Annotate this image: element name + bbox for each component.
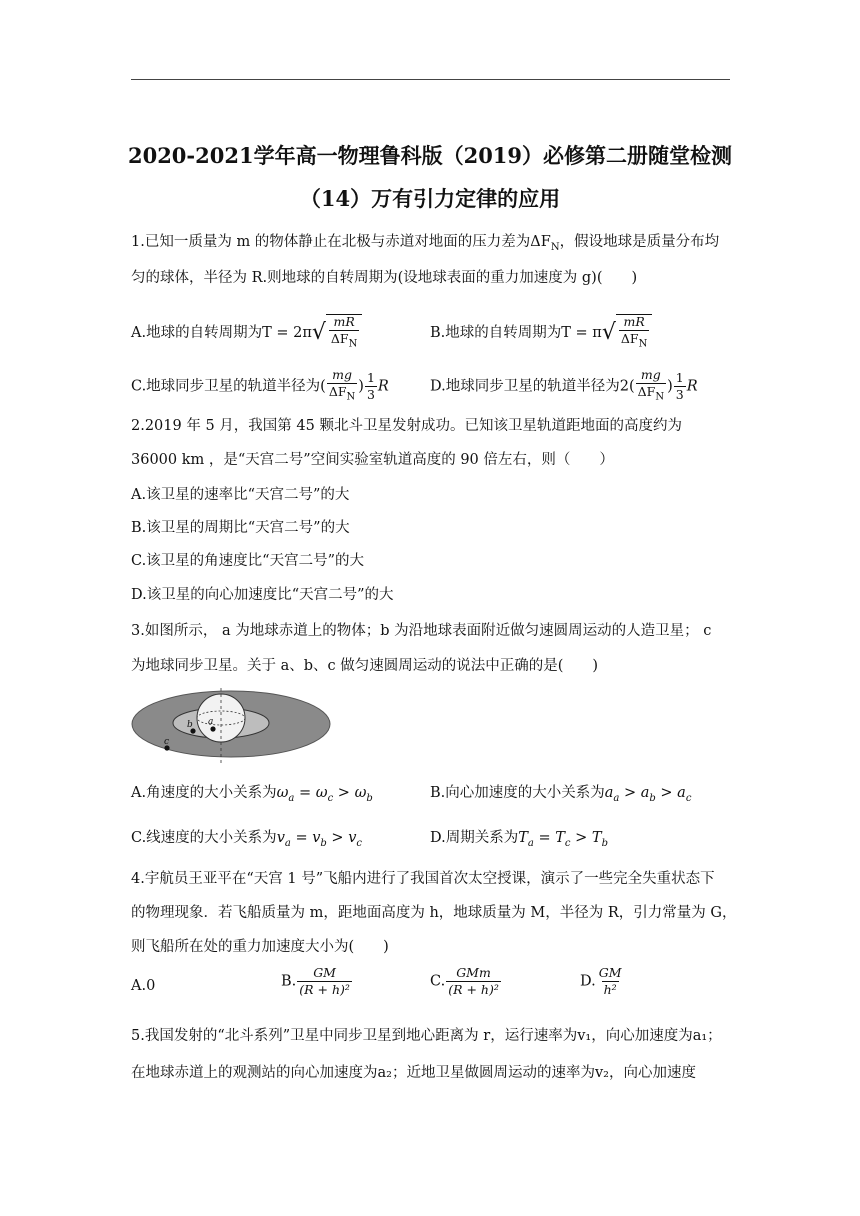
q2-option-d: D.该卫星的向心加速度比“天宫二号”的大: [131, 587, 394, 603]
q2-option-a: A.该卫星的速率比“天宫二号”的大: [131, 487, 350, 503]
q1-option-c: C.地球同步卫星的轨道半径为( $\frac{mg}{\Delta F_N}$ ) $\frac{1}{3}$ R: [131, 367, 389, 403]
q4-stem-line2: 的物理现象．若飞船质量为 m，距地面高度为 h，地球质量为 M，半径为 R，引力常量为 G，: [131, 905, 737, 921]
q3-option-d: D.周期关系为$T_a = T_c > T_b$: [430, 830, 608, 849]
q1-option-a: A.地球的自转周期为T = 2π√ $\frac{mR}{\Delta F_N}$: [131, 314, 362, 352]
q4-option-b: B. $\frac{GM}{\text{(R + h)²}}$: [281, 965, 350, 997]
label-a: a: [208, 717, 214, 727]
q1-option-b: B.地球的自转周期为T = π√ $\frac{mR}{\Delta F_N}$: [430, 314, 652, 352]
q1-stem-line2: 匀的球体，半径为 R.则地球的自转周期为(设地球表面的重力加速度为 g)( ): [131, 270, 638, 286]
q2-option-b: B.该卫星的周期比“天宫二号”的大: [131, 520, 350, 536]
header-rule: [131, 79, 730, 80]
q5-stem-line1: 5.我国发射的“北斗系列”卫星中同步卫星到地心距离为 r，运行速率为v₁，向心加速度为a₁；: [131, 1028, 722, 1044]
q2-stem-line2: 36000 km ，是“天宫二号”空间实验室轨道高度的 90 倍左右，则（ ）: [131, 452, 614, 468]
q1-stem-line1: 1.已知一质量为 m 的物体静止在北极与赤道对地面的压力差为$\Delta F_N$，假设地球是质量分布均: [131, 234, 720, 253]
q4-option-d: D. $\frac{GM}{\text{h²}}$: [580, 965, 622, 997]
q4-option-c: C. $\frac{\text{GMm}}{\text{(R + h)²}}$: [430, 965, 499, 997]
q3-option-b: B.向心加速度的大小关系为$a_a > a_b > a_c$: [430, 785, 692, 804]
q3-option-a: A.角速度的大小关系为$\omega_a = \omega_c > \omega_b$: [131, 785, 373, 804]
object-a-dot: [210, 726, 215, 731]
q3-stem-line1: 3.如图所示， a 为地球赤道上的物体；b 为沿地球表面附近做匀速圆周运动的人造卫星； c: [131, 623, 712, 639]
q4-option-a: A.0: [131, 978, 156, 994]
q1-option-d: D.地球同步卫星的轨道半径为2( $\frac{mg}{\Delta F_N}$ ) $\frac{1}{3}$ R: [430, 367, 698, 403]
q5-stem-line2: 在地球赤道上的观测站的向心加速度为a₂；近地卫星做圆周运动的速率为v₂，向心加速度: [131, 1065, 696, 1081]
label-b: b: [187, 720, 193, 730]
q3-option-c: C.线速度的大小关系为$v_a = v_b > v_c$: [131, 830, 362, 849]
q3-stem-line2: 为地球同步卫星。关于 a、b、c 做匀速圆周运动的说法中正确的是( ): [131, 658, 599, 674]
document-title-line2: （14）万有引力定律的应用: [299, 186, 561, 211]
q2-option-c: C.该卫星的角速度比“天宫二号”的大: [131, 553, 365, 569]
q4-stem-line1: 4.宇航员王亚平在“天宫 1 号”飞船内进行了我国首次太空授课，演示了一些完全失重状态下: [131, 871, 715, 887]
q4-stem-line3: 则飞船所在处的重力加速度大小为( ): [131, 939, 389, 955]
document-title-line1: 2020-2021学年高一物理鲁科版（2019）必修第二册随堂检测: [127, 143, 733, 168]
q2-stem-line1: 2.2019 年 5 月，我国第 45 颗北斗卫星发射成功。已知该卫星轨道距地面的高度约为: [131, 418, 682, 434]
orbit-diagram: [131, 684, 331, 770]
label-c: c: [164, 737, 170, 747]
